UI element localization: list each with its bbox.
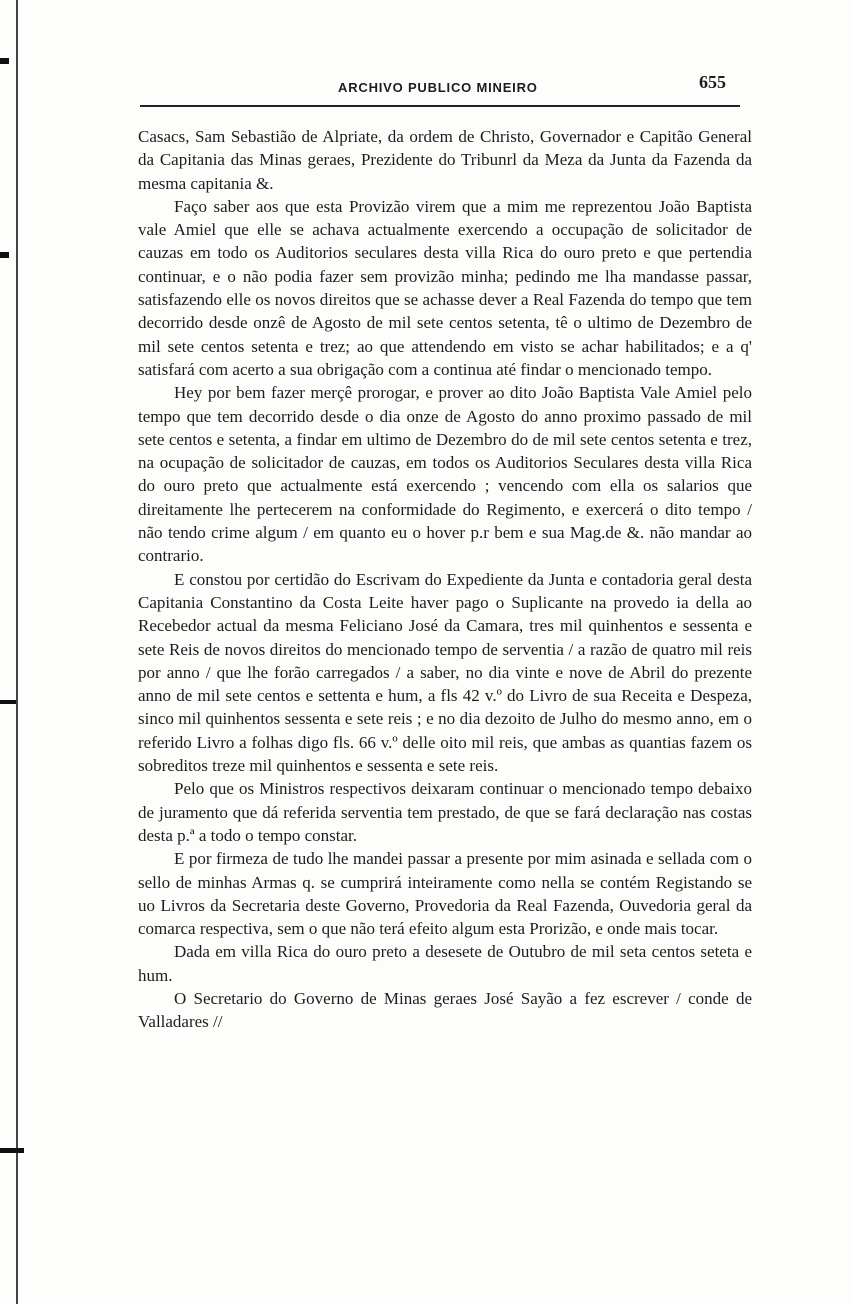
page-edge-rule	[16, 0, 18, 1304]
margin-mark	[0, 700, 16, 704]
margin-mark	[0, 58, 9, 64]
margin-mark	[0, 252, 9, 258]
paragraph: Pelo que os Ministros respectivos deixaram continuar o mencionado tempo debaixo de juramento que dá referida serventia tem prestado, de que se fará declaração nas costas desta p.ª a todo o tempo constar.	[138, 779, 752, 845]
running-title: ARCHIVO PUBLICO MINEIRO	[338, 80, 538, 95]
paragraph: Hey por bem fazer merçê prorogar, e prover ao dito João Baptista Vale Amiel pelo tempo que tem decorrido desde o dia onze de Agosto do anno proximo passado de mil sete centos e setenta, a findar em ultimo de Dezembro do de mil sete centos setenta e trez, na ocupação de solicitador de cauzas, em todos os Auditorios Seculares desta villa Rica do ouro preto que actualmente está exercendo ; vencendo com ella os salarios que direitamente lhe pertecerem na conformidade do Regimento, e exercerá o dito tempo / não tendo crime algum / em quanto eu o hover p.r bem e sua Mag.de &. não mandar ao contrario.	[138, 383, 752, 566]
page-header	[140, 72, 740, 104]
document-body	[138, 125, 752, 1034]
paragraph: Casacs, Sam Sebastião de Alpriate, da ordem de Christo, Governador e Capitão General da Capitania das Minas geraes, Prezidente do Tribunrl da Meza da Junta da Fazenda da mesma capitania &.	[138, 127, 752, 193]
header-rule	[140, 105, 740, 107]
margin-mark	[0, 1148, 24, 1153]
page-number: 655	[699, 72, 726, 92]
paragraph: O Secretario do Governo de Minas geraes José Sayão a fez escrever / conde de Valladares //	[138, 988, 752, 1032]
paragraph: Dada em villa Rica do ouro preto a desesete de Outubro de mil seta centos seteta e hum.	[138, 942, 752, 985]
paragraph: Faço saber aos que esta Provizão virem que a mim me reprezentou João Baptista vale Amiel que elle se achava actualmente exercendo a occupação de solicitador de cauzas em todo os Auditorios seculares desta villa Rica do ouro preto e que pertendia continuar, e o não podia fazer sem provizão minha; pedindo me lha mandasse passar, satisfazendo elle os novos direitos que se achasse dever a Real Fazenda do tempo que tem decorrido desde onzê de Agosto de mil sete centos setenta, tê o ultimo de Dezembro de mil sete centos setenta e trez; ao que attendendo em visto se achar habilitados; e a q' satisfará com acerto a sua obrigação com a continua até findar o mencionado tempo.	[138, 196, 752, 379]
paragraph: E por firmeza de tudo lhe mandei passar a presente por mim asinada e sellada com o sello de minhas Armas q. se cumprirá inteiramente como nella se contém Registando se uo Livros da Secretaria deste Governo, Provedoria da Real Fazenda, Ouvedoria geral da comarca respectiva, sem o que não terá efeito algum esta Prorizão, e onde mais tocar.	[138, 849, 752, 939]
paragraph: E constou por certidão do Escrivam do Expediente da Junta e contadoria geral desta Capitania Constantino da Costa Leite haver pago o Suplicante na provedo ia della ao Recebedor actual da mesma Feliciano José da Camara, tres mil quinhentos e sessenta e sete Reis de novos direitos do mencionado tempo de serventia / a razão de quatro mil reis por anno / que lhe forão carregados / a saber, no dia vinte e nove de Abril do prezente anno de mil sete centos e settenta e hum, a fls 42 v.º do Livro de sua Receita e Despeza, sinco mil quinhentos sessenta e sete reis ; e no dia dezoito de Julho do mesmo anno, em o referido Livro a folhas digo fls. 66 v.º delle oito mil reis, que ambas as quantias fazem os sobreditos treze mil quinhentos e sessenta e sete reis.	[138, 569, 752, 776]
